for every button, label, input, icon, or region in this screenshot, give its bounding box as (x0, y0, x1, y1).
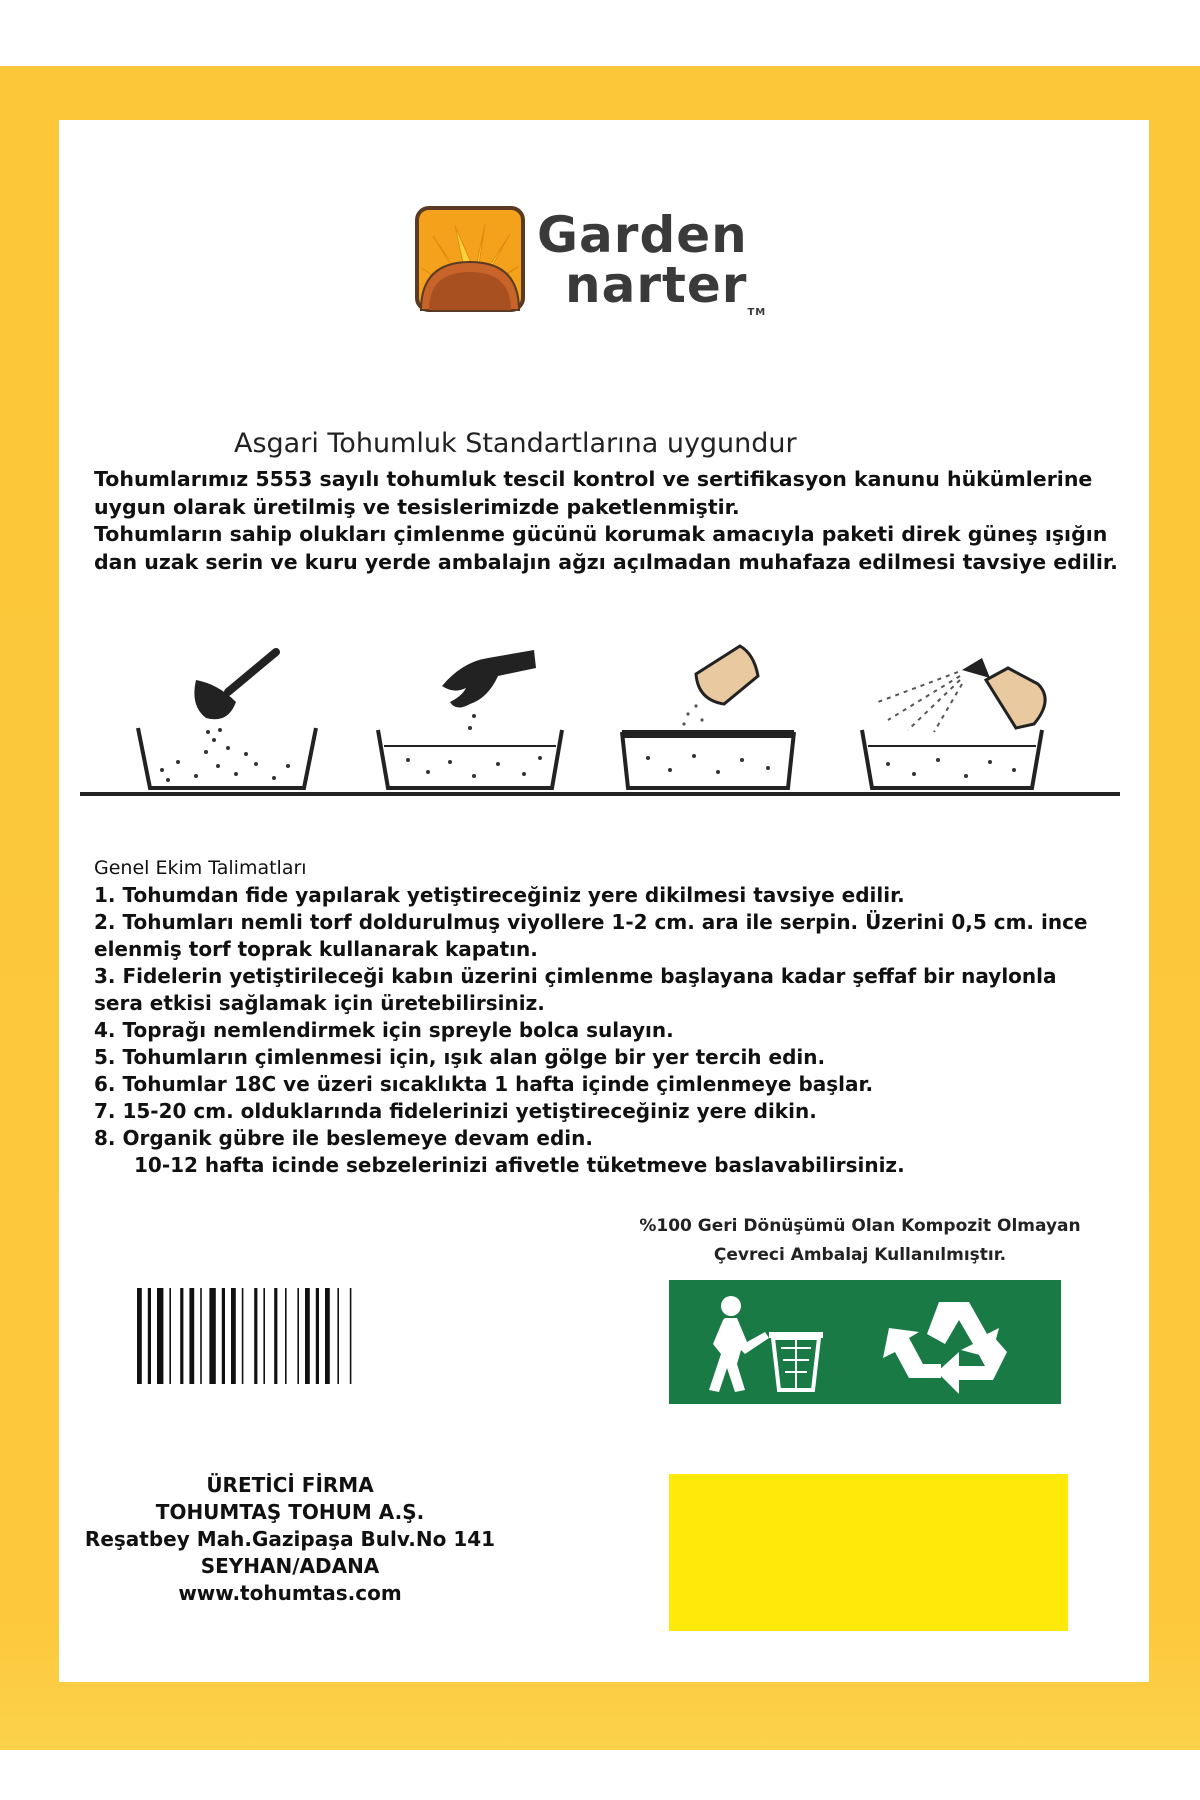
barcode-bar (200, 1288, 202, 1384)
instruction-line: 7. 15-20 cm. olduklarında fidelerinizi yetiştireceğiniz yere dikin. (94, 1099, 817, 1123)
producer-line: SEYHAN/ADANA (200, 1554, 380, 1578)
hand-sowing-icon (378, 650, 562, 788)
trademark: TM (747, 307, 767, 318)
barcode-bar (263, 1288, 265, 1384)
producer-info (60, 1472, 520, 1607)
eco-symbols-panel (669, 1280, 1061, 1404)
barcode-bar (157, 1288, 163, 1384)
intro-line: uygun olarak üretilmiş ve tesislerimizde paketlenmiştir. (94, 494, 740, 519)
barcode-bar (231, 1288, 236, 1384)
instruction-line: 5. Tohumların çimlenmesi için, ışık alan gölge bir yer tercih edin. (94, 1045, 826, 1069)
barcode-bar (148, 1288, 151, 1384)
instruction-line: 6. Tohumlar 18C ve üzeri sıcaklıkta 1 hafta içinde çimlenmeye başlar. (94, 1072, 874, 1096)
producer-website: www.tohumtas.com (178, 1581, 402, 1605)
barcode-bar (180, 1288, 183, 1384)
barcode-bar (297, 1288, 299, 1384)
barcode-bar (285, 1288, 287, 1384)
pot-sprinkling-icon (622, 646, 794, 788)
instructions-heading: Genel Ekim Talimatları (94, 857, 307, 879)
recycle-icon (883, 1302, 1007, 1394)
barcode-bar (169, 1288, 171, 1384)
producer-line: ÜRETİCİ FİRMA (206, 1473, 374, 1497)
intro-paragraph (94, 466, 1134, 576)
tidy-man-icon (709, 1296, 823, 1392)
barcode-bar (350, 1288, 352, 1384)
instructions-closing: 10-12 hafta icinde sebzelerinizi afivetle tüketmeve baslavabilirsiniz. (134, 1153, 905, 1177)
instruction-line: 2. Tohumları nemli torf doldurulmuş viyollere 1-2 cm. ara ile serpin. Üzerini 0,5 cm. ince (94, 910, 1088, 934)
eco-packaging-note (600, 1212, 1120, 1270)
brand-name-line2: narter (565, 256, 748, 314)
barcode-bar (209, 1288, 215, 1384)
barcode-bar (337, 1288, 339, 1384)
standards-title: Asgari Tohumluk Standartlarına uygundur (234, 428, 797, 459)
intro-line: Tohumların sahip olukları çimlenme gücünü korumak amacıyla paketi direk güneş ışığın (94, 522, 1108, 546)
producer-line: TOHUMTAŞ TOHUM A.Ş. (155, 1500, 425, 1524)
barcode (137, 1288, 385, 1384)
barcode-bar (137, 1288, 142, 1384)
lot-label-area (669, 1474, 1068, 1631)
instruction-line: elenmiş torf toprak kullanarak kapatın. (94, 937, 538, 961)
brand-name-line1: Garden (537, 206, 748, 264)
barcode-bar (189, 1288, 194, 1384)
planting-steps-illustration (78, 640, 1122, 800)
barcode-bar (242, 1288, 244, 1384)
barcode-bar (254, 1288, 257, 1384)
instruction-line: 4. Toprağı nemlendirmek için spreyle bolca sulayın. (94, 1018, 674, 1042)
barcode-bar (325, 1288, 330, 1384)
instruction-line: 1. Tohumdan fide yapılarak yetiştireceğiniz yere dikilmesi tavsiye edilir. (94, 883, 905, 907)
instruction-line: 8. Organik gübre ile beslemeye devam edin. (94, 1126, 593, 1150)
sunflower-logo-icon (415, 206, 525, 312)
producer-line: Reşatbey Mah.Gazipaşa Bulv.No 141 (84, 1527, 496, 1551)
planting-instructions (94, 855, 1154, 1179)
trowel-soil-icon (138, 652, 316, 788)
spray-bottle-icon (862, 658, 1045, 788)
eco-note-line2: Çevreci Ambalaj Kullanılmıştır. (713, 1245, 1007, 1265)
brand-wordmark (537, 206, 767, 318)
intro-line: Tohumlarımız 5553 sayılı tohumluk tescil kontrol ve sertifikasyon kanunu hükümlerine (94, 467, 1093, 491)
barcode-bar (305, 1288, 310, 1384)
barcode-bar (222, 1288, 225, 1384)
instruction-line: sera etkisi sağlamak için üretebilirsiniz. (94, 991, 545, 1015)
eco-note-line1: %100 Geri Dönüşümü Olan Kompozit Olmayan (639, 1216, 1081, 1236)
intro-line: dan uzak serin ve kuru yerde ambalajın ağzı açılmadan muhafaza edilmesi tavsiye edilir. (94, 549, 1118, 574)
barcode-bar (274, 1288, 277, 1384)
instruction-line: 3. Fidelerin yetiştirileceği kabın üzerini çimlenme başlayana kadar şeffaf bir naylonla (94, 964, 1057, 988)
brand-logo (415, 206, 767, 318)
barcode-bar (316, 1288, 319, 1384)
